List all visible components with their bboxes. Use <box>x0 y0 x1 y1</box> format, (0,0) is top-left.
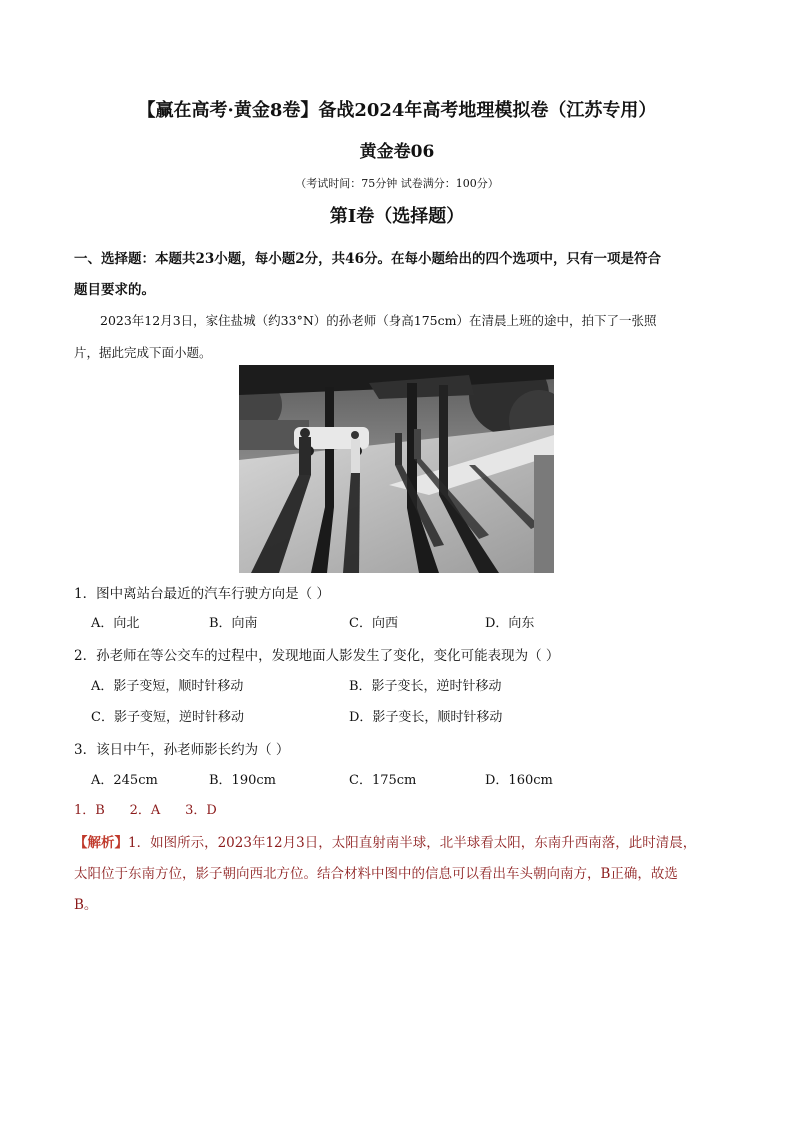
question-2-option-d: D．影子变长，顺时针移动 <box>349 710 503 725</box>
answer-key: 1．B 2．A 3．D <box>74 803 217 818</box>
question-3-option-c: C．175cm <box>349 773 417 788</box>
bus-stop-photo <box>239 365 554 573</box>
question-2-option-b: B．影子变长，逆时针移动 <box>349 679 502 694</box>
question-3-stem: 3．该日中午，孙老师影长约为（ ） <box>74 742 290 758</box>
question-2-option-c: C．影子变短，逆时针移动 <box>91 710 244 725</box>
material-line1: 2023年12月3日，家住盐城（约33°N）的孙老师（身高175cm）在清晨上班的途中，拍下了一张照 <box>100 313 657 328</box>
exam-title: 【赢在高考·黄金8卷】备战2024年高考地理模拟卷（江苏专用） <box>137 100 657 121</box>
part-title: 第I卷（选择题） <box>329 206 465 227</box>
question-3-option-b: B．190cm <box>209 773 276 788</box>
analysis-line3: B。 <box>74 897 98 913</box>
exam-info: （考试时间：75分钟 试卷满分：100分） <box>295 177 499 190</box>
question-1-option-d: D．向东 <box>485 616 535 631</box>
question-1-option-c: C．向西 <box>349 616 398 631</box>
question-3-option-a: A．245cm <box>91 773 158 788</box>
question-3-option-d: D．160cm <box>485 773 553 788</box>
question-1-option-b: B．向南 <box>209 616 258 631</box>
material-line2: 片，据此完成下面小题。 <box>74 345 212 360</box>
question-2-option-a: A．影子变短，顺时针移动 <box>91 679 244 694</box>
analysis-line1-text: 1．如图所示，2023年12月3日，太阳直射南半球，北半球看太阳，东南升西南落，此时清晨， <box>128 835 697 851</box>
analysis-line1 <box>74 831 696 851</box>
question-2-stem: 2．孙老师在等公交车的过程中，发现地面人影发生了变化，变化可能表现为（ ） <box>74 648 560 664</box>
paper-subtitle: 黄金卷06 <box>359 142 435 162</box>
analysis-line2: 太阳位于东南方位，影子朝向西北方位。结合材料中图中的信息可以看出车头朝向南方，B正确，故选 <box>74 866 678 882</box>
section-intro-line2: 题目要求的。 <box>74 282 155 298</box>
question-1-option-a: A．向北 <box>91 616 140 631</box>
analysis-tag: 【解析】 <box>74 835 128 851</box>
question-1-stem: 1．图中离站台最近的汽车行驶方向是（ ） <box>74 586 330 602</box>
section-intro-line1: 一、选择题：本题共23小题，每小题2分，共46分。在每小题给出的四个选项中，只有一项是符合 <box>74 251 661 267</box>
